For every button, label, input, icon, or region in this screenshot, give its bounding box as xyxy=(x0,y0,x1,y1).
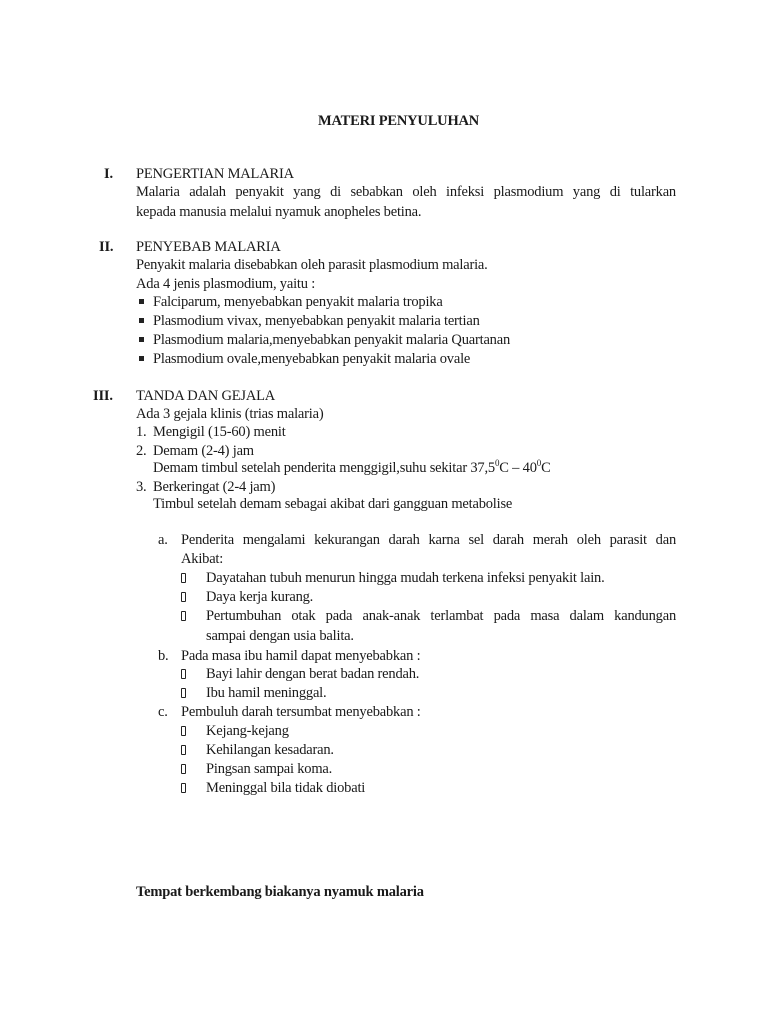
bullet-icon xyxy=(181,783,186,793)
bullet-icon xyxy=(181,745,186,755)
list-item: Pingsan sampai koma. xyxy=(206,761,333,777)
paragraph: kepada manusia melalui nyamuk anopheles betina. xyxy=(136,204,422,220)
section-heading: TANDA DAN GEJALA xyxy=(136,388,276,404)
bullet-icon xyxy=(181,573,186,583)
bullet-icon xyxy=(139,299,144,304)
bullet-icon xyxy=(181,764,186,774)
paragraph: Ada 4 jenis plasmodium, yaitu : xyxy=(136,276,316,292)
section-number: II. xyxy=(99,239,114,255)
bullet-icon xyxy=(139,318,144,323)
bullet-icon xyxy=(181,669,186,679)
sub-item: Penderita mengalami kekurangan darah karna sel darah merah oleh parasit dan xyxy=(181,532,676,548)
list-number: 2. xyxy=(136,443,147,459)
bullet-icon xyxy=(181,592,186,602)
paragraph: Ada 3 gejala klinis (trias malaria) xyxy=(136,406,324,422)
list-item-detail: Timbul setelah demam sebagai akibat dari gangguan metabolise xyxy=(153,496,513,512)
list-item: Meninggal bila tidak diobati xyxy=(206,780,366,796)
list-item: Kejang-kejang xyxy=(206,723,289,739)
superscript: 0 xyxy=(494,458,500,469)
list-item: Bayi lahir dengan berat badan rendah. xyxy=(206,666,420,682)
list-number: 1. xyxy=(136,424,147,440)
section-number: I. xyxy=(104,166,113,182)
section-number: III. xyxy=(93,388,113,404)
detail-text: Demam timbul setelah penderita menggigil,suhu sekitar 37,5 xyxy=(153,460,495,476)
footer-heading: Tempat berkembang biakanya nyamuk malaria xyxy=(136,884,424,900)
list-item: Plasmodium ovale,menyebabkan penyakit malaria ovale xyxy=(153,351,471,367)
section-heading: PENGERTIAN MALARIA xyxy=(136,166,294,182)
list-item-detail xyxy=(153,459,551,477)
list-item: Ibu hamil meninggal. xyxy=(206,685,327,701)
bullet-icon xyxy=(181,688,186,698)
bullet-icon xyxy=(181,726,186,736)
bullet-icon xyxy=(139,356,144,361)
sub-item-mark: b. xyxy=(158,648,169,664)
list-number: 3. xyxy=(136,479,147,495)
list-item: Falciparum, menyebabkan penyakit malaria tropika xyxy=(153,294,443,310)
list-item: Daya kerja kurang. xyxy=(206,589,314,605)
list-item: Plasmodium vivax, menyebabkan penyakit malaria tertian xyxy=(153,313,480,329)
sub-item: Pembuluh darah tersumbat menyebabkan : xyxy=(181,704,421,720)
paragraph: Malaria adalah penyakit yang di sebabkan oleh infeksi plasmodium yang di tularkan xyxy=(136,184,676,200)
list-item: Demam (2-4) jam xyxy=(153,443,254,459)
sub-item: Pada masa ibu hamil dapat menyebabkan : xyxy=(181,648,421,664)
list-item: Kehilangan kesadaran. xyxy=(206,742,334,758)
detail-text: C xyxy=(541,460,551,476)
page-title: MATERI PENYULUHAN xyxy=(318,113,480,129)
section-heading: PENYEBAB MALARIA xyxy=(136,239,281,255)
list-item: Berkeringat (2-4 jam) xyxy=(153,479,276,495)
list-item: Plasmodium malaria,menyebabkan penyakit malaria Quartanan xyxy=(153,332,511,348)
detail-text: C – 40 xyxy=(499,460,537,476)
sub-item: Akibat: xyxy=(181,551,224,567)
bullet-icon xyxy=(181,611,186,621)
sub-item-mark: a. xyxy=(158,532,168,548)
sub-item-mark: c. xyxy=(158,704,168,720)
bullet-icon xyxy=(139,337,144,342)
list-item: sampai dengan usia balita. xyxy=(206,628,354,644)
list-item: Dayatahan tubuh menurun hingga mudah terkena infeksi penyakit lain. xyxy=(206,570,605,586)
superscript: 0 xyxy=(536,458,542,469)
list-item: Mengigil (15-60) menit xyxy=(153,424,286,440)
paragraph: Penyakit malaria disebabkan oleh parasit plasmodium malaria. xyxy=(136,257,488,273)
list-item: Pertumbuhan otak pada anak-anak terlambat pada masa dalam kandungan xyxy=(206,608,676,624)
